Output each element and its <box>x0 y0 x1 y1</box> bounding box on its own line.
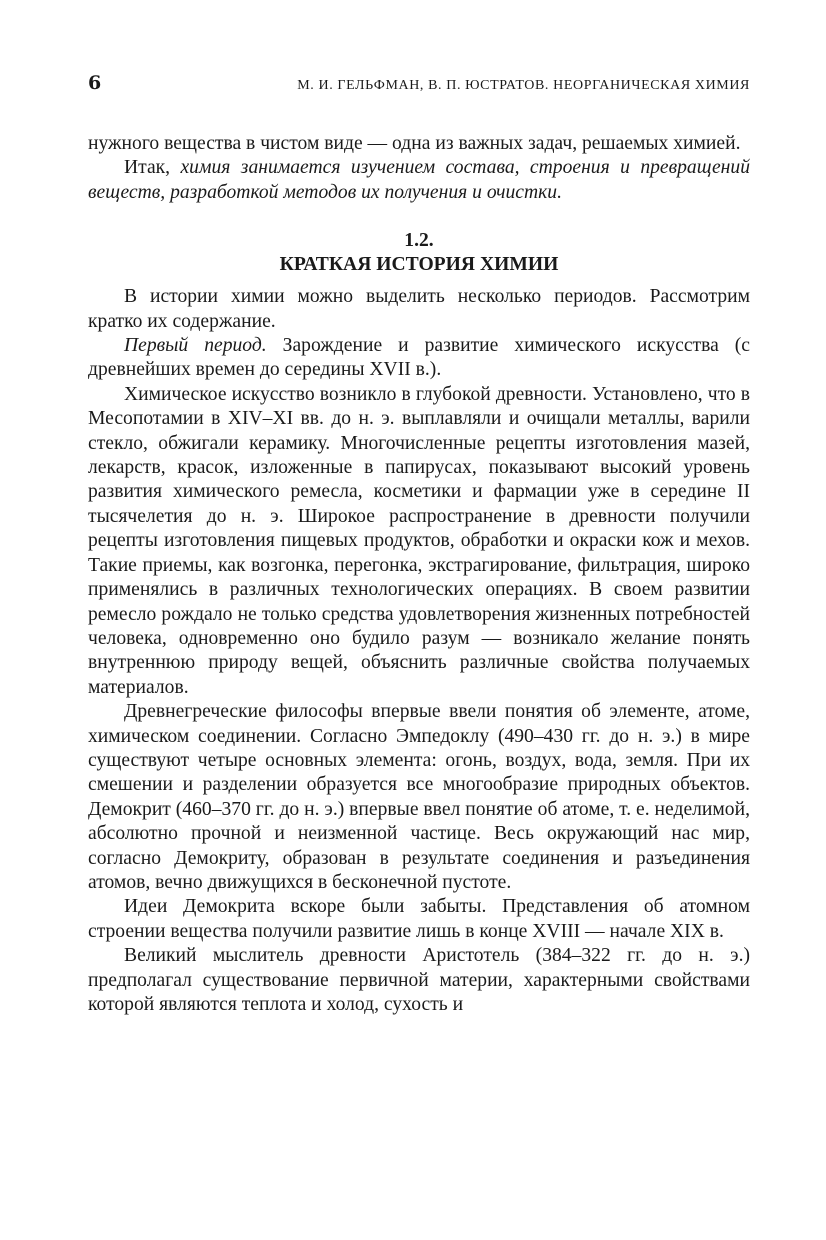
paragraph-aristotle: Великий мыслитель древности Аристотель (384–322 гг. до н. э.) предполагал существование первичной материи, характерными свойствами которой являются теплота и холод, сухость и <box>88 945 750 1015</box>
body-text <box>88 132 750 1017</box>
running-head <box>88 72 750 98</box>
paragraph-chemical-art: Химическое искусство возникло в глубокой древности. Установлено, что в Месопотамии в XIV–XI вв. до н. э. выплавляли и очищали металлы, варили стекло, обжигали керамику. Многочисленные рецепты изготовления мазей, лекарств, красок, изложенные в папирусах, показывают высокий уровень развития химического ремесла, косметики и фармации уже в середине II тысячелетия до н. э. Широкое распространение в древности получили рецепты изготовления пищевых продуктов, обработки и окраски кож и мехов. Такие приемы, как возгонка, перегонка, экстрагирование, фильтрация, широко применялись в различных технологических операциях. В своем развитии ремесло рождало не только средства удовлетворения жизненных потребностей человека, одновременно оно будило разум — возникало желание понять внутреннюю природу вещей, объяснить различные свойства получаемых материалов. <box>88 383 750 698</box>
intro-continuation: нужного вещества в чистом виде — одна из важных задач, решаемых химией. <box>88 133 741 154</box>
book-page <box>88 72 750 1017</box>
paragraph-greek-philosophers: Древнегреческие философы впервые ввели понятия об элементе, атоме, химическом соединении. Согласно Эмпедоклу (490–430 гг. до н. э.) в мире существуют четыре основных элемента: огонь, воздух, вода, земля. При их смешении и разделении образуется все многообразие природных объектов. Демокрит (460–370 гг. до н. э.) впервые ввел понятие об атоме, т. е. неделимой, абсолютно прочной и неизменной частице. Весь окружающий нас мир, согласно Демокриту, образован в результате соединения и разъединения атомов, вечно движущихся в бесконечной пустоте. <box>88 701 750 893</box>
paragraph-democritus-ideas: Идеи Демокрита вскоре были забыты. Представления об атомном строении вещества получили развитие лишь в конце XVIII — начале XIX в. <box>88 896 750 942</box>
section-number: 1.2. <box>404 230 434 252</box>
section-title: КРАТКАЯ ИСТОРИЯ ХИМИИ <box>279 254 559 276</box>
intro-definition-lead: Итак, <box>124 157 181 179</box>
section-heading <box>88 229 750 277</box>
intro-definition-italic: химия занимается изучением состава, строения и превращений веществ, разработкой методов их получения и очистки. <box>88 157 750 203</box>
paragraph-first-period <box>88 334 750 383</box>
first-period-label: Первый период. <box>124 335 267 357</box>
paragraph-periods: В истории химии можно выделить несколько периодов. Рассмотрим кратко их содержание. <box>88 286 750 332</box>
page-number: 6 <box>88 72 102 94</box>
running-title: М. И. ГЕЛЬФМАН, В. П. ЮСТРАТОВ. НЕОРГАНИЧЕСКАЯ ХИМИЯ <box>297 78 750 93</box>
first-period-text: Зарождение и развитие химического искусства (с древнейших времен до середины XVII в.). <box>88 335 750 381</box>
intro-definition <box>88 156 750 205</box>
